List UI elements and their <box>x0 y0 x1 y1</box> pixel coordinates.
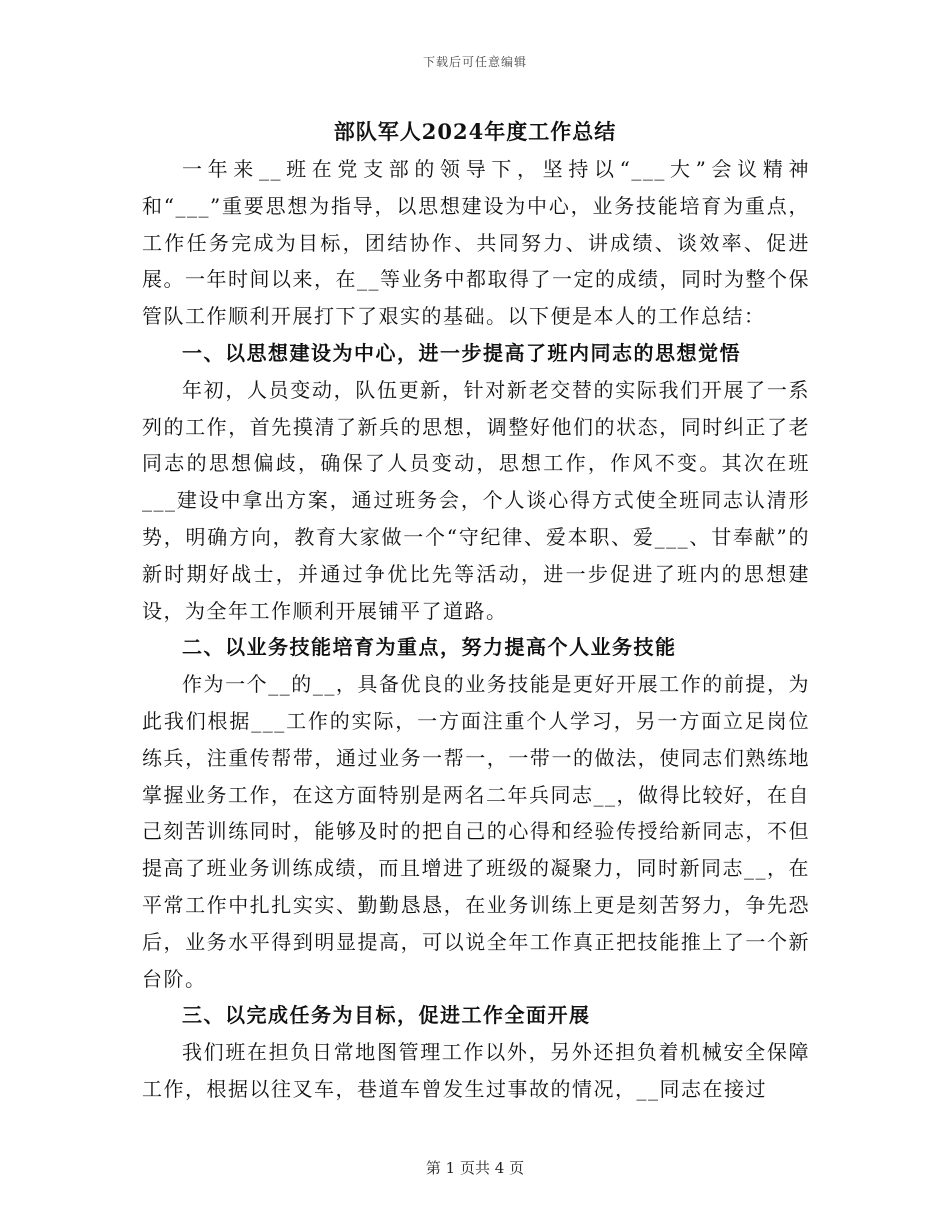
section-3-body: 我们班在担负日常地图管理工作以外，另外还担负着机械安全保障工作，根据以往叉车，巷道车曾发生过事故的情况，__同志在接过 <box>142 1040 810 1101</box>
intro-paragraph: 一年来__班在党支部的领导下，坚持以“___大”会议精神和“___”重要思想为指导，以思想建设为中心，业务技能培育为重点，工作任务完成为目标，团结协作、共同努力、讲成绩、谈效率、促进展。一年时间以来，在__等业务中都取得了一定的成绩，同时为整个保管队工作顺利开展打下了艰实的基础。以下便是本人的工作总结： <box>142 157 810 329</box>
document-body <box>142 151 810 1108</box>
document-title: 部队军人2024年度工作总结 <box>333 119 617 144</box>
section-1-heading: 一、以思想建设为中心，进一步提高了班内同志的思想觉悟 <box>182 340 741 365</box>
section-1-body: 年初，人员变动，队伍更新，针对新老交替的实际我们开展了一系列的工作，首先摸清了新兵的思想，调整好他们的状态，同时纠正了老同志的思想偏歧，确保了人员变动，思想工作，作风不变。其次在班___建设中拿出方案，通过班务会，个人谈心得方式使全班同志认清形势，明确方向，教育大家做一个“守纪律、爱本职、爱___、甘奉献”的新时期好战士，并通过争优比先等活动，进一步促进了班内的思想建设，为全年工作顺利开展铺平了道路。 <box>142 377 810 623</box>
page-header: 下载后可任意编辑 <box>422 55 527 69</box>
section-2-heading: 二、以业务技能培育为重点，努力提高个人业务技能 <box>182 635 677 660</box>
section-3-heading: 三、以完成任务为目标，促进工作全面开展 <box>182 1003 591 1028</box>
page-number: 第 1 页共 4 页 <box>425 1159 525 1177</box>
section-2-body: 作为一个__的__，具备优良的业务技能是更好开展工作的前提，为此我们根据___工作的实际，一方面注重个人学习，另一方面立足岗位练兵，注重传帮带，通过业务一帮一，一带一的做法，使同志们熟练地掌握业务工作，在这方面特别是两名二年兵同志__，做得比较好，在自己刻苦训练同时，能够及时的把自己的心得和经验传授给新同志，不但提高了班业务训练成绩，而且增进了班级的凝聚力，同时新同志__，在平常工作中扎扎实实、勤勤恳恳，在业务训练上更是刻苦努力，争先恐后，业务水平得到明显提高，可以说全年工作真正把技能推上了一个新台阶。 <box>142 672 810 991</box>
